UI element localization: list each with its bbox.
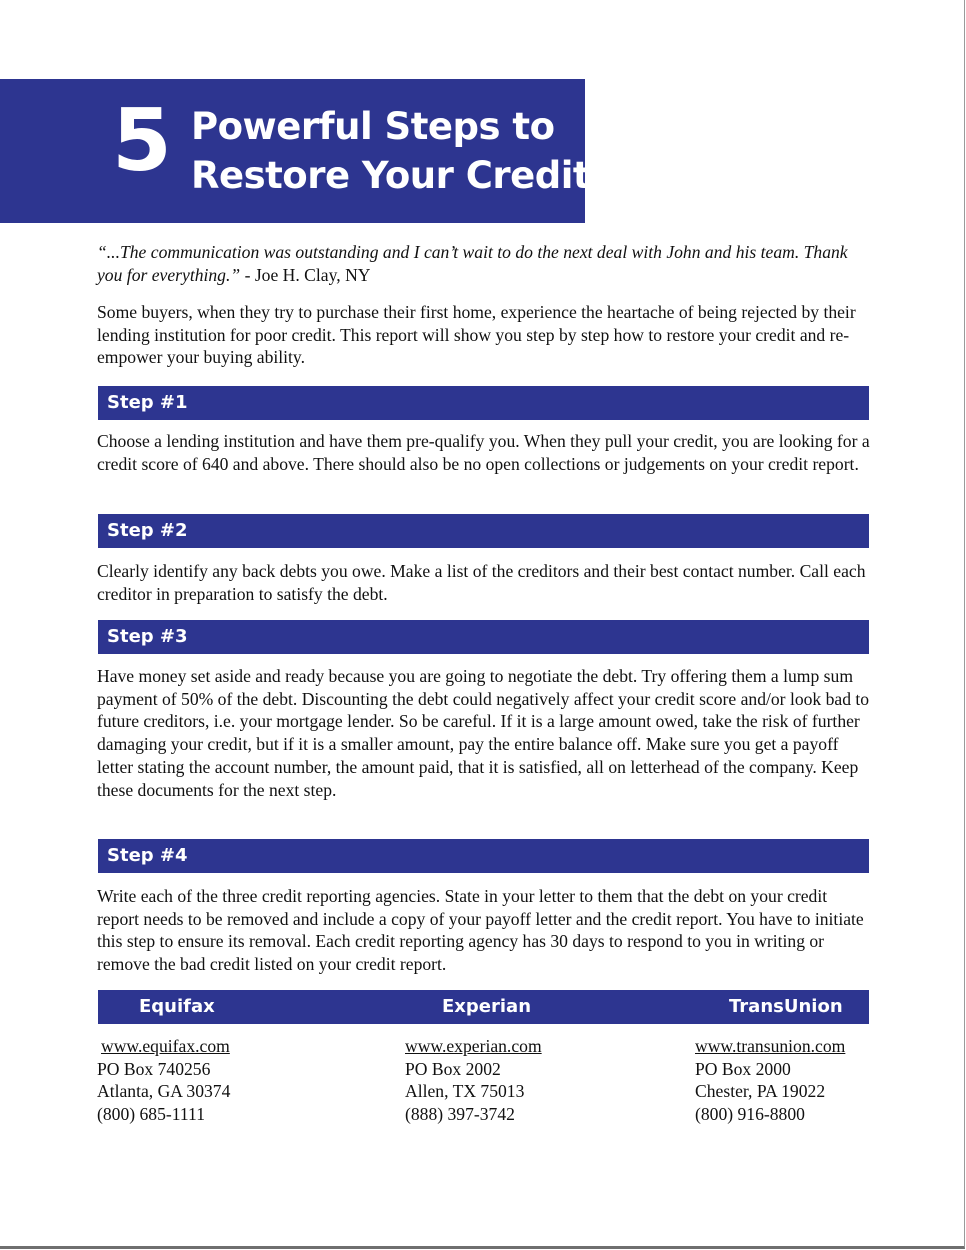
- testimonial-quote: [97, 241, 872, 286]
- step-3-header: [98, 620, 869, 654]
- equifax-website-link[interactable]: www.equifax.com: [101, 1036, 230, 1056]
- title-line-2: Restore Your Credit: [191, 154, 591, 197]
- experian-website-link[interactable]: www.experian.com: [405, 1036, 542, 1056]
- transunion-website-link[interactable]: www.transunion.com: [695, 1036, 846, 1056]
- transunion-phone: (800) 916-8800: [695, 1104, 805, 1125]
- equifax-phone: (800) 685-1111: [97, 1104, 205, 1125]
- equifax-address-line-2: Atlanta, GA 30374: [97, 1081, 231, 1102]
- title-banner: [0, 79, 585, 223]
- step-4-label: Step #4: [107, 845, 188, 866]
- step-4-body: Write each of the three credit reporting agencies. State in your letter to them that the debt on your credit report needs to be removed and include a copy of your payoff letter and the credit report. You have to initiate this step to ensure its removal. Each credit reporting agency has 30 days to respond to you in writing or remove the bad credit listed on your credit report.: [97, 886, 864, 975]
- step-3-body: Have money set aside and ready because you are going to negotiate the debt. Try offering them a lump sum payment of 50% of the debt. Discounting the debt could negatively affect your credit score and/or look bad to future creditors, i.e. your mortgage lender. So be careful. If it is a large amount owed, take the risk of further damaging your credit, but if it is a smaller amount, pay the entire balance off. Make sure you get a payoff letter stating the account number, the amount paid, that it is satisfied, all on letterhead of the company. Keep these documents for the next step.: [97, 666, 870, 800]
- experian-address-line-2: Allen, TX 75013: [405, 1081, 525, 1102]
- step-2-header: [98, 514, 869, 548]
- agency-contact-experian: [405, 1035, 542, 1126]
- agency-contact-equifax: [97, 1035, 230, 1126]
- intro-paragraph: Some buyers, when they try to purchase their first home, experience the heartache of being rejected by their lending institution for poor credit. This report will show you step by step how to restore your credit and re-empower your buying ability.: [97, 302, 856, 368]
- step-2-body: Clearly identify any back debts you owe. Make a list of the creditors and their best contact number. Call each creditor in preparation to satisfy the debt.: [97, 561, 866, 604]
- step-1-header: [98, 386, 869, 420]
- step-1-label: Step #1: [107, 392, 188, 413]
- step-1-body: Choose a lending institution and have them pre-qualify you. When they pull your credit, you are looking for a credit score of 640 and above. There should also be no open collections or judgements on your credit report.: [97, 431, 870, 474]
- agency-name-transunion: TransUnion: [729, 996, 843, 1017]
- equifax-address-line-1: PO Box 740256: [97, 1058, 211, 1079]
- transunion-address-line-1: PO Box 2000: [695, 1058, 791, 1079]
- title-line-1: Powerful Steps to: [191, 105, 555, 148]
- experian-address-line-1: PO Box 2002: [405, 1058, 501, 1079]
- title-number: 5: [112, 91, 172, 191]
- transunion-address-line-2: Chester, PA 19022: [695, 1081, 826, 1102]
- agency-header-bar: [98, 990, 869, 1024]
- step-3-label: Step #3: [107, 626, 188, 647]
- step-4-header: [98, 839, 869, 873]
- agency-contact-transunion: [695, 1035, 845, 1126]
- step-2-label: Step #2: [107, 520, 188, 541]
- quote-text: “...The communication was outstanding and I can’t wait to do the next deal with John and his team. Thank you for everything.”: [97, 242, 848, 285]
- quote-attribution: - Joe H. Clay, NY: [240, 264, 371, 285]
- agency-name-experian: Experian: [442, 996, 532, 1017]
- experian-phone: (888) 397-3742: [405, 1104, 515, 1125]
- agency-name-equifax: Equifax: [139, 996, 215, 1017]
